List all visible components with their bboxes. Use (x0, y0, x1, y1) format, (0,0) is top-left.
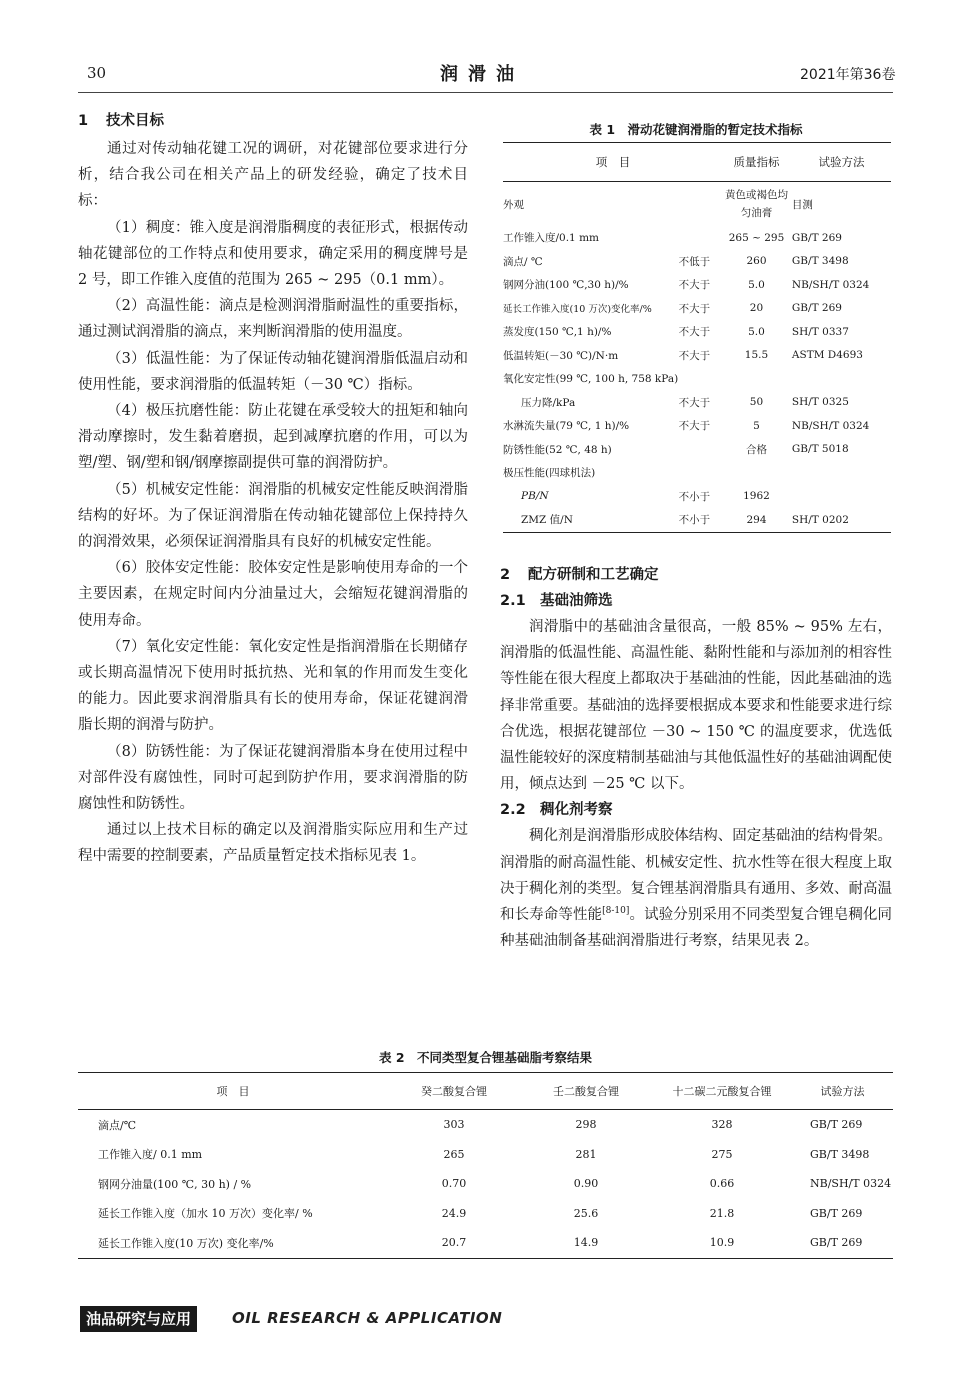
cell-method: SH/T 0202 (790, 508, 891, 532)
cell-method: GB/T 269 (792, 1228, 893, 1258)
table-1-caption: 表 1 滑动花键润滑脂的暂定技术指标 (589, 122, 803, 137)
cell-value: 275 (711, 1147, 733, 1161)
cell-item: 蒸发度(150 ℃,1 h)/% (503, 326, 612, 339)
cell-limit: 不大于 (678, 279, 711, 292)
cell-item: 延长工作锥入度(10 万次) 变化率/% (78, 1228, 388, 1258)
table-header-row (78, 1073, 893, 1110)
cell-item: 低温转矩(－30 ℃)/N·m (503, 349, 619, 362)
cell-value: 合格 (745, 443, 767, 456)
cell-value: 黄色或褐色均匀油膏 (724, 189, 788, 219)
paragraph: 通过以上技术目标的确定以及润滑脂实际应用和生产过程中需要的控制要素，产品质量暂定技术指标见表 1。 (78, 822, 468, 865)
section-1-heading: 1 技术目标 (78, 113, 164, 129)
cell-method: NB/SH/T 0324 (791, 278, 870, 291)
paragraph: （2）高温性能：滴点是检测润滑脂耐温性的重要指标，通过测试润滑脂的滴点，来判断润滑脂的使用温度。 (78, 298, 468, 341)
cell-value: 24.9 (441, 1206, 467, 1220)
cell-item: 压力降/kPa (521, 396, 576, 409)
cell-item: 延长工作锥入度（加水 10 万次）变化率/ % (98, 1207, 313, 1221)
cell-limit: 不小于 (678, 490, 711, 503)
paragraph: （1）稠度：锥入度是润滑脂稠度的表征形式，根据传动轴花键部位的工作特点和使用要求，确定采用的稠度牌号是 2 号，即工作锥入度值的范围为 265 ~ 295（0.1 mm）。 (78, 219, 468, 289)
cell-value: 260 (746, 255, 767, 268)
table-row (78, 1110, 893, 1140)
header-item: 项 目 (503, 143, 723, 182)
cell-item: 延长工作锥入度(10 万次)变化率/% (503, 304, 652, 316)
table-row (503, 508, 891, 532)
paragraph: （5）机械安定性能：润滑脂的机械安定性能反映润滑脂结构的好坏。为了保证润滑脂在传动轴花键部位上保持持久的润滑效果，必须保证润滑脂具有良好的机械安定性能。 (78, 481, 468, 551)
cell-value: 294 (723, 508, 790, 532)
header-col: 癸二酸复合锂 (388, 1073, 520, 1110)
cell-item: 水淋流失量(79 ℃, 1 h)/% (503, 420, 630, 433)
cell-value: 5 (753, 419, 760, 432)
cell-method: NB/SH/T 0324 (810, 1177, 892, 1191)
issue-label: 2021年第36卷 (800, 67, 896, 83)
cell-value: 25.6 (573, 1206, 599, 1220)
table-row (78, 1199, 893, 1229)
cell-item: 滴点/ ℃ (503, 255, 543, 268)
paragraph: （7）氧化安定性能：氧化安定性是指润滑脂在长期储存或长期高温情况下使用时抵抗热、光和氧的作用而发生变化的能力。因此要求润滑脂具有长的使用寿命，保证花键润滑脂长期的润滑与防护。 (78, 638, 468, 734)
cell-item: 极压性能(四球机法) (503, 467, 596, 480)
table-2-caption: 表 2 不同类型复合锂基础脂考察结果 (378, 1050, 593, 1065)
right-column (500, 562, 892, 954)
cell-value: 5.0 (748, 278, 765, 291)
table-row (503, 250, 891, 274)
cell-method: GB/T 3498 (791, 255, 849, 268)
paragraph: 通过对传动轴花键工况的调研，对花键部位要求进行分析，结合我公司在相关产品上的研发经验，确定了技术目标： (78, 141, 468, 210)
cell-item: 防锈性能(52 ℃, 48 h) (503, 443, 612, 456)
table-row (503, 438, 891, 462)
paragraph: 稠化剂是润滑脂形成胶体结构、固定基础油的结构骨架。润滑脂的耐高温性能、机械安定性、抗水性等在很大程度上取决于稠化剂的类型。复合锂基润滑脂具有通用、多效、耐高温和长寿命等性能[8-10]。试验分别采用不同类型复合锂皂稠化同种基础油制备基础润滑脂进行考察，结果见表 2。 (500, 828, 893, 950)
table-1 (503, 142, 891, 533)
cell-method: 目测 (791, 198, 813, 211)
cell-value: 1962 (743, 490, 770, 503)
page-number: 30 (87, 64, 107, 82)
cell-limit (679, 438, 723, 462)
cell-item: 外观 (503, 198, 524, 211)
table-row (503, 367, 891, 391)
table-row (503, 391, 891, 415)
cell-limit: 不大于 (678, 302, 711, 315)
table-row (78, 1228, 893, 1258)
citation: [8-10] (602, 906, 630, 917)
paragraph: 润滑脂中的基础油含量很高，一般 85% ~ 95% 左右，润滑脂的低温性能、高温性能、黏附性能和与添加剂的相容性等性能在很大程度上都取决于基础油的性能，因此基础油的选择非常重要。基础油的选择要根据成本要求和性能要求进行综合优选，根据花键部位 －30 ~ 150 ℃ 的温度要求，优选低温性能较好的深度精制基础油与其他低温性好的基础油调配使用，倾点达到 －25 ℃ 以下。 (500, 619, 892, 793)
cell-method: ASTM D4693 (791, 349, 863, 362)
header-item: 项 目 (78, 1073, 388, 1110)
cell-value: 265 ~ 295 (728, 231, 785, 244)
paragraph: （6）胶体安定性能：胶体安定性是影响使用寿命的一个主要因素，在规定时间内分油量过大，会缩短花键润滑脂的使用寿命。 (78, 560, 468, 629)
cell-limit: 不大于 (678, 396, 711, 409)
cell-limit (679, 182, 723, 227)
cell-value: 14.9 (520, 1228, 652, 1258)
section-2-heading: 2 配方研制和工艺确定 (500, 567, 659, 583)
cell-method (790, 485, 891, 509)
cell-value: 15.5 (744, 349, 769, 362)
header-method: 试验方法 (792, 1073, 893, 1110)
cell-item: 钢网分油量(100 ℃, 30 h) / % (98, 1177, 252, 1191)
cell-limit: 不大于 (678, 349, 711, 362)
table-header-row (503, 143, 891, 182)
cell-item: 工作锥入度/0.1 mm (503, 232, 599, 245)
left-column (78, 108, 468, 870)
cell-limit: 不小于 (679, 508, 723, 532)
cell-method: SH/T 0325 (791, 396, 849, 409)
paragraph: （3）低温性能：为了保证传动轴花键润滑脂低温启动和使用性能，要求润滑脂的低温转矩（－30 ℃）指标。 (78, 350, 468, 393)
paragraph: （4）极压抗磨性能：防止花键在承受较大的扭矩和轴向滑动摩擦时，发生黏着磨损，起到减摩抗磨的作用，可以为塑/塑、钢/塑和钢/钢摩擦副提供可靠的润滑防护。 (78, 403, 468, 472)
table-2 (78, 1072, 893, 1259)
header-col: 壬二酸复合锂 (520, 1073, 652, 1110)
cell-limit: 不低于 (678, 255, 711, 268)
cell-item: 滴点/℃ (98, 1118, 137, 1132)
table-row (78, 1140, 893, 1170)
cell-item: PB/N (521, 490, 549, 503)
cell-value: 328 (711, 1118, 733, 1132)
cell-item: 钢网分油(100 ℃,30 h)/% (503, 279, 629, 292)
cell-method: GB/T 269 (791, 302, 842, 315)
subsection-2-1-heading: 2.1 基础油筛选 (500, 593, 613, 609)
cell-item: 工作锥入度/ 0.1 mm (98, 1148, 203, 1162)
table-row (503, 320, 891, 344)
footer-badge: 油品研究与应用 (80, 1306, 197, 1332)
cell-value: 281 (575, 1147, 597, 1161)
table-row (503, 344, 891, 368)
cell-method: SH/T 0337 (791, 325, 849, 338)
cell-method: GB/T 269 (810, 1118, 863, 1132)
table-row (78, 1169, 893, 1199)
footer-english-title: OIL RESEARCH & APPLICATION (232, 1309, 503, 1327)
cell-value: 20.7 (388, 1228, 520, 1258)
cell-method: GB/T 269 (791, 231, 842, 244)
cell-value: 10.9 (652, 1228, 792, 1258)
header-quality: 质量指标 (723, 143, 790, 182)
table-row (503, 182, 891, 227)
cell-value: 265 (443, 1147, 465, 1161)
cell-value: 5.0 (748, 325, 765, 338)
cell-value: 298 (575, 1118, 597, 1132)
journal-title: 润滑油 (440, 64, 524, 85)
paragraph: （8）防锈性能：为了保证花键润滑脂本身在使用过程中对部件没有腐蚀性，同时可起到防护作用，要求润滑脂的防腐蚀性和防锈性。 (78, 743, 468, 813)
table-row (503, 414, 891, 438)
cell-value: 21.8 (709, 1206, 735, 1220)
header-rule (78, 92, 893, 93)
cell-method: GB/T 3498 (810, 1147, 870, 1161)
cell-value: 20 (749, 302, 764, 315)
cell-method: GB/T 269 (810, 1206, 863, 1220)
table-row (503, 273, 891, 297)
cell-limit: 不大于 (678, 420, 711, 433)
cell-item: 氧化安定性(99 ℃, 100 h, 758 kPa) (503, 373, 679, 386)
cell-limit (679, 226, 723, 250)
cell-limit: 不大于 (678, 326, 711, 339)
table-row (503, 297, 891, 321)
cell-method: NB/SH/T 0324 (791, 419, 870, 432)
subsection-2-2-heading: 2.2 稠化剂考察 (500, 802, 613, 819)
table-row (503, 226, 891, 250)
table-row (503, 485, 891, 509)
cell-value: 0.70 (441, 1177, 467, 1191)
cell-method: GB/T 5018 (791, 443, 849, 456)
table-row (503, 461, 891, 485)
header-method: 试验方法 (790, 143, 891, 182)
cell-value: 50 (749, 396, 764, 409)
cell-item: ZMZ 值/N (503, 508, 679, 532)
cell-value: 0.90 (573, 1177, 599, 1191)
header-col: 十二碳二元酸复合锂 (652, 1073, 792, 1110)
cell-value: 0.66 (709, 1177, 735, 1191)
cell-value: 303 (443, 1118, 465, 1132)
